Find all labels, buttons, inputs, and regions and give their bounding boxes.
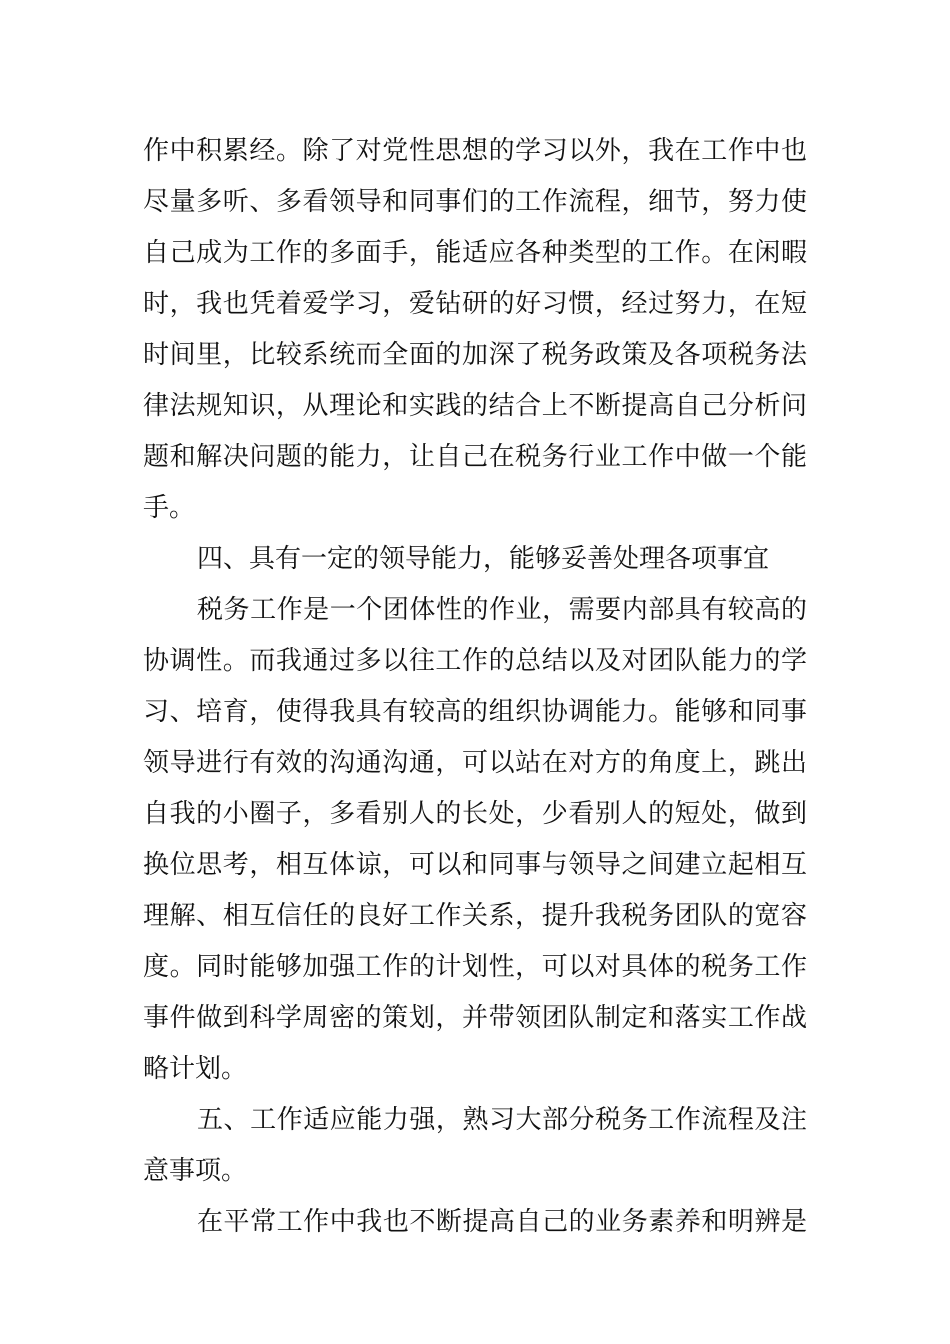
- text-line: 理解、相互信任的良好工作关系，提升我税务团队的宽容: [143, 901, 807, 931]
- text-line: 时，我也凭着爱学习，爱钻研的好习惯，经过努力，在短: [143, 289, 807, 319]
- text-line: 律法规知识，从理论和实践的结合上不断提高自己分析问: [143, 391, 807, 421]
- text-line: 习、培育，使得我具有较高的组织协调能力。能够和同事: [143, 697, 807, 727]
- text-line: 意事项。: [143, 1156, 248, 1186]
- text-line: 领导进行有效的沟通沟通，可以站在对方的角度上，跳出: [143, 748, 807, 778]
- text-line: 自己成为工作的多面手，能适应各种类型的工作。在闲暇: [143, 238, 807, 268]
- text-line: 事件做到科学周密的策划，并带领团队制定和落实工作战: [143, 1003, 807, 1033]
- body-text: [143, 126, 807, 1248]
- text-line: 时间里，比较系统而全面的加深了税务政策及各项税务法: [143, 340, 807, 370]
- text-line: 自我的小圈子，多看别人的长处，少看别人的短处，做到: [143, 799, 807, 829]
- text-line: 度。同时能够加强工作的计划性，可以对具体的税务工作: [143, 952, 807, 982]
- text-line: 手。: [143, 493, 196, 523]
- text-line: 换位思考，相互体谅，可以和同事与领导之间建立起相互: [143, 850, 807, 880]
- text-line: 协调性。而我通过多以往工作的总结以及对团队能力的学: [143, 646, 807, 676]
- text-line: 税务工作是一个团体性的作业，需要内部具有较高的: [197, 595, 807, 625]
- section-heading: 五、工作适应能力强，熟习大部分税务工作流程及注: [197, 1105, 807, 1135]
- text-line: 作中积累经。除了对党性思想的学习以外，我在工作中也: [143, 136, 807, 166]
- text-line: 题和解决问题的能力，让自己在税务行业工作中做一个能: [143, 442, 807, 472]
- text-line: 尽量多听、多看领导和同事们的工作流程，细节，努力使: [143, 187, 807, 217]
- section-heading: 四、具有一定的领导能力，能够妥善处理各项事宜: [197, 544, 770, 574]
- text-line: 略计划。: [143, 1054, 248, 1084]
- text-line: 在平常工作中我也不断提高自己的业务素养和明辨是: [197, 1207, 807, 1237]
